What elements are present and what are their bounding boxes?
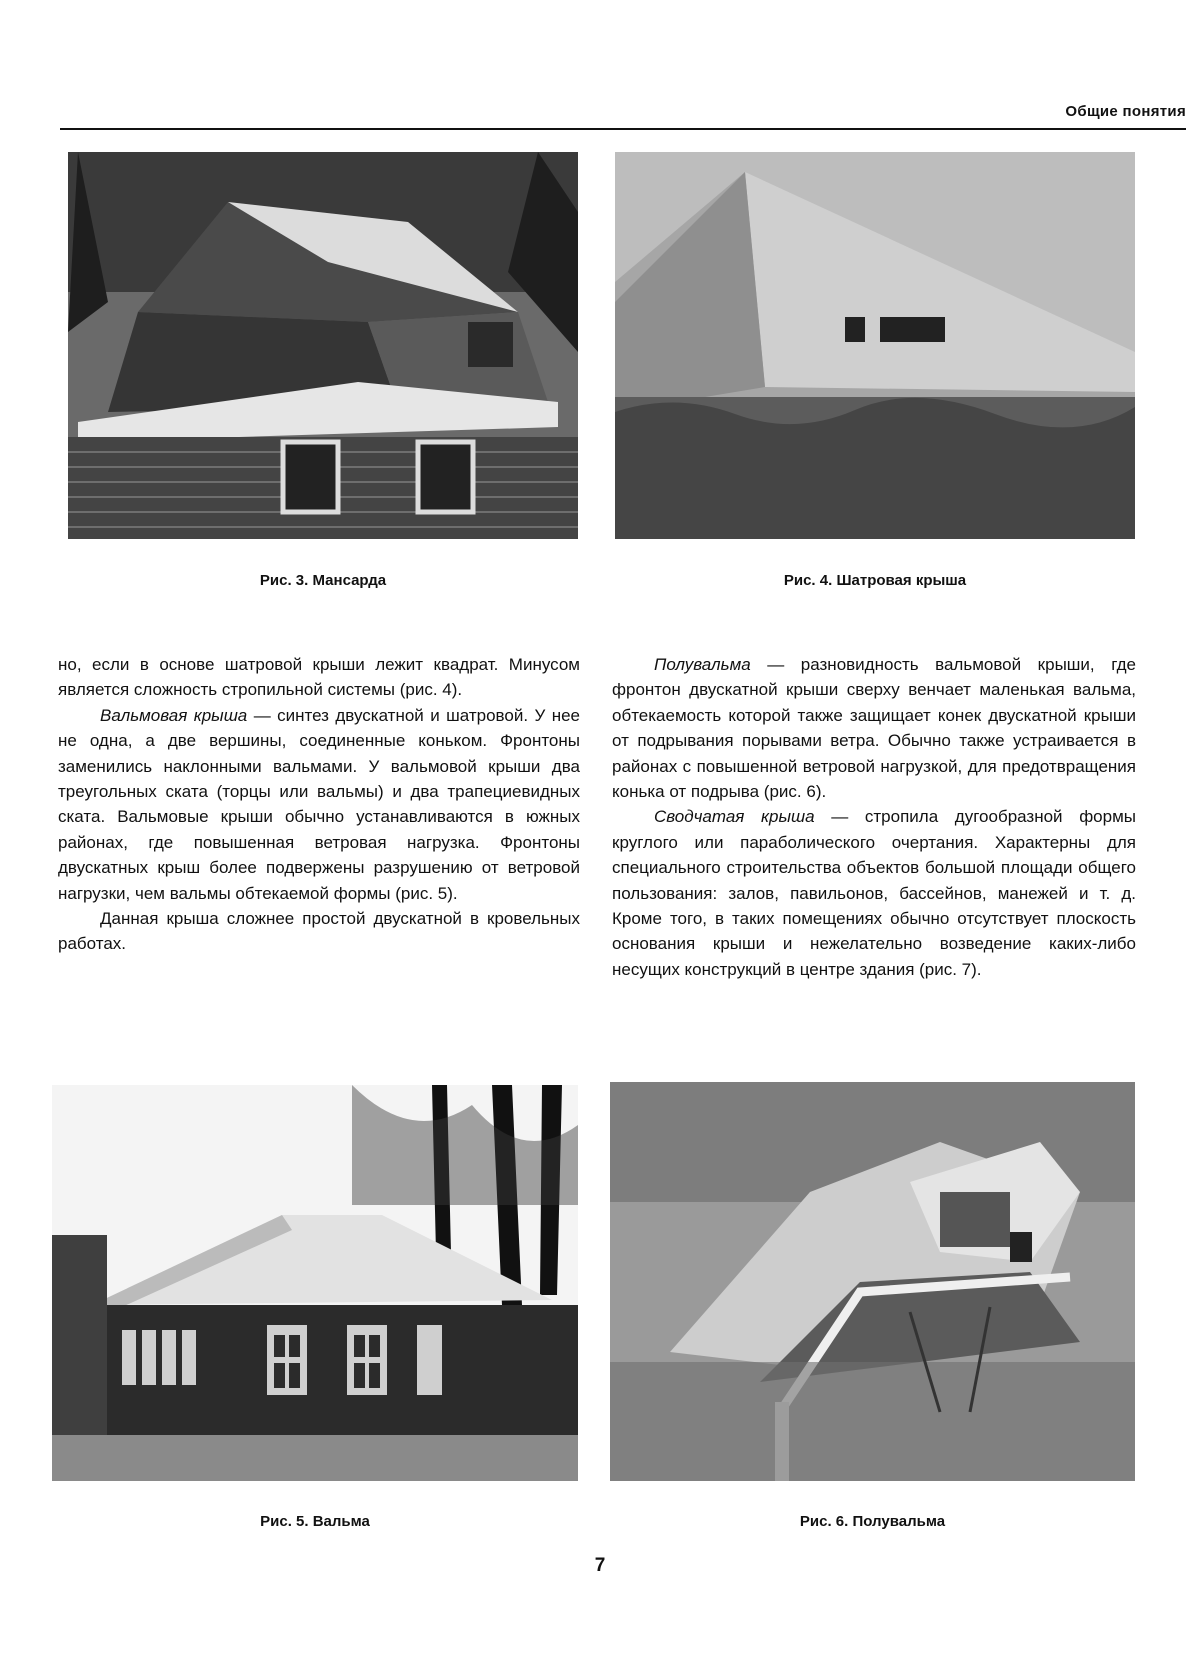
left-paragraph-1: но, если в основе шатровой крыши лежит квадрат. Минусом является сложность стропильной системы (рис. 4).: [58, 655, 580, 700]
figure-5-caption: Рис. 5. Вальма: [260, 1513, 370, 1530]
figure-6-caption: Рис. 6. Полувальма: [799, 1513, 946, 1530]
header-rule: [60, 128, 1186, 130]
figure-6-photo: [610, 1082, 1135, 1481]
left-paragraph-2: [58, 703, 580, 906]
right-paragraph-2-text: — стропила дугообразной формы круглого или параболического очертания. Характерны для специального строительства объектов большой площади общего пользования: залов, павильонов, бассейнов, манежей и т. д. Кроме того, в таких помещениях обычно отсутствует плоскость основания крыши и нежелательно возведение каких-либо несущих конструкций в центре здания (рис. 7).: [612, 807, 1136, 979]
term-hip-roof: Вальмовая крыша: [100, 705, 248, 725]
page-number: 7: [594, 1555, 606, 1576]
right-text-column: [612, 652, 1136, 982]
figure-4-caption: Рис. 4. Шатровая крыша: [783, 572, 967, 589]
figure-4-photo: [615, 152, 1135, 539]
figure-3-photo: [68, 152, 578, 539]
figure-3-caption: Рис. 3. Мансарда: [259, 572, 387, 589]
right-paragraph-1: [612, 652, 1136, 804]
left-text-column: [58, 652, 580, 957]
term-half-hip-roof: Полувальма: [654, 655, 751, 674]
figure-5-photo: [52, 1085, 578, 1481]
right-paragraph-2: [612, 804, 1136, 982]
right-paragraph-1-text: — разновидность вальмовой крыши, где фронтон двускатной крыши сверху венчает маленькая вальма, обтекаемость которой также защищает конек двускатной крыши от подрывания порывами ветра. Обычно также устраивается в районах с повышенной ветровой нагрузкой, для предотвращения конька от подрыва (рис. 6).: [612, 655, 1136, 802]
left-paragraph-3: Данная крыша сложнее простой двускатной в кровельных работах.: [58, 909, 580, 954]
left-paragraph-2-text: — синтез двускатной и шатровой. У нее не одна, а две вершины, соединенные коньком. Фронтоны заменились наклонными вальмами. У вальмовой крыши два треугольных ската (торцы или вальмы) и два трапециевидных ската. Вальмовые крыши обычно устанавливаются в южных районах, где повышенная ветровая нагрузка. Фронтоны двускатных крыш более подвержены разрушению от ветровой нагрузки, чем вальмы обтекаемой формы (рис. 5).: [58, 705, 581, 903]
term-vaulted-roof: Сводчатая крыша: [654, 807, 815, 827]
running-header-title: Общие понятия: [1065, 103, 1186, 120]
